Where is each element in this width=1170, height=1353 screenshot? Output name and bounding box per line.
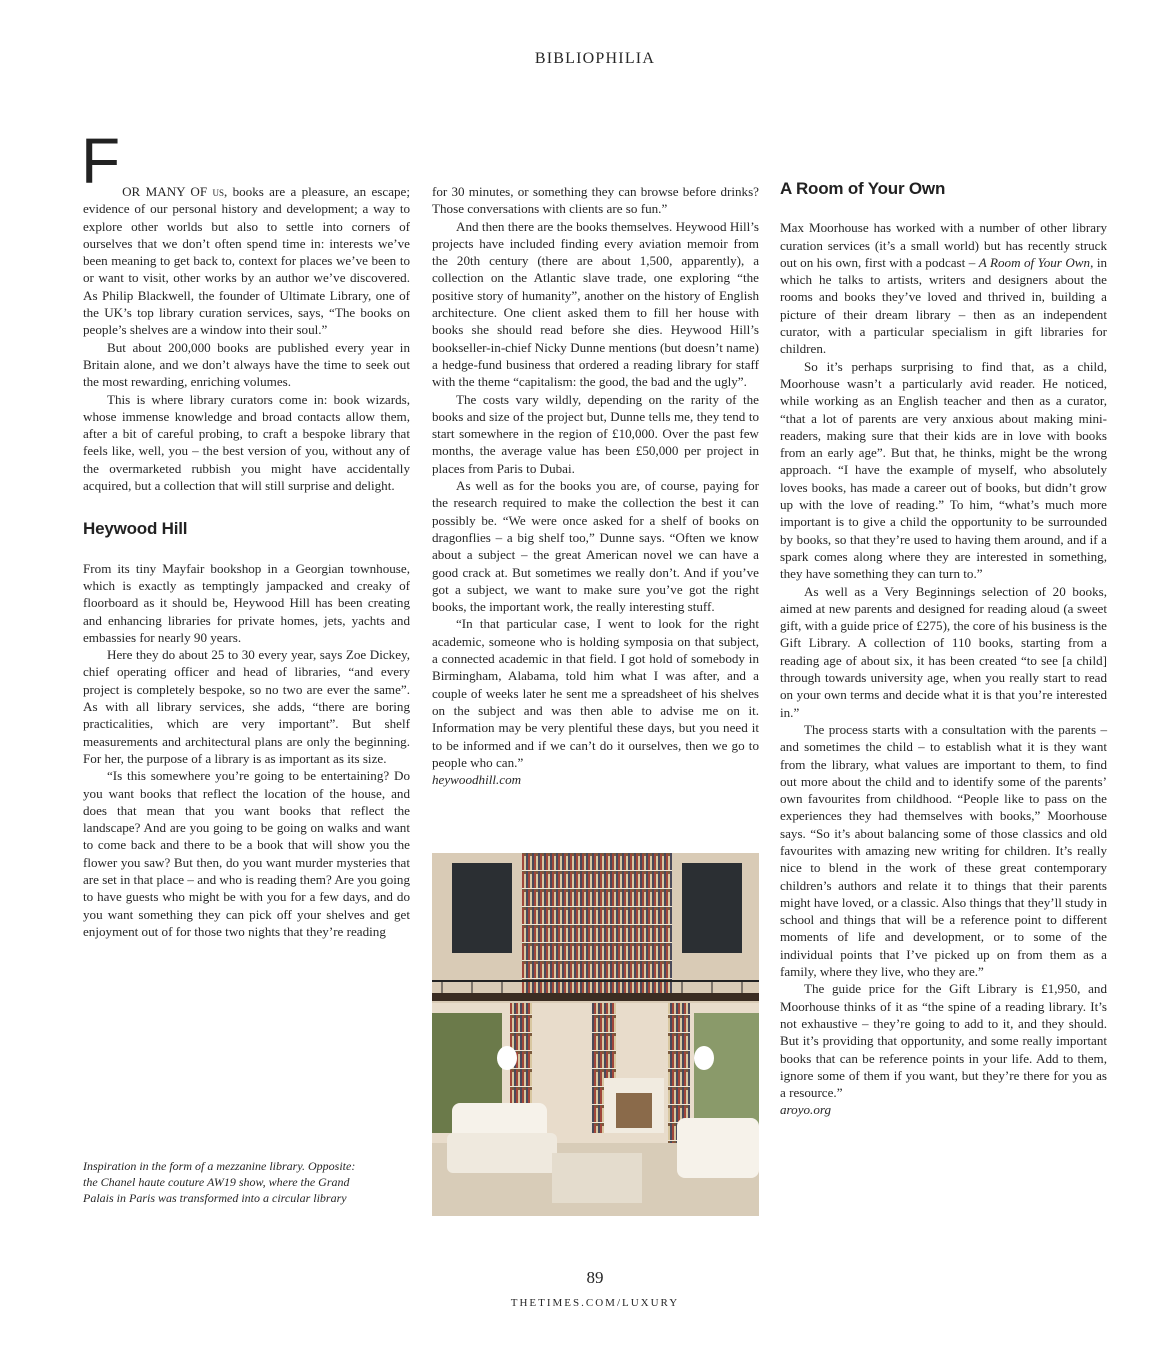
paragraph: And then there are the books themselves. Heywood Hill’s projects have included finding every aviation memoir from the 20th century (there are about 1,500, apparently), a collection on the Atlantic slave trade, one exploring “the positive story of humanity”, another on the history of English architecture. One client asked them to fill her house with books she should read before she dies. Heywood Hill’s bookseller-in-chief Nicky Dunne mentions (but doesn’t name) a hedge-fund business that ordered a reading library for staff with the theme “capitalism: the good, the bad and the ugly”. bbox=[432, 218, 759, 390]
paragraph: So it’s perhaps surprising to find that, as a child, Moorhouse wasn’t a particularly avid reader. He noticed, while working as an English teacher and then as a curator, “that a lot of parents are very anxious about making mini-readers, making sure that their kids are in love with books from an early age”. But that, he thinks, might be the wrong approach. “I have the example of myself, who absolutely loves books, has made a career out of books, but didn’t grow up with the love of reading.” To him, “what’s much more important is to give a child the opportunity to be surrounded by books, so that they’re used to having them around, and if a spark comes along where they are interested in something, they have something they can turn to.” bbox=[780, 358, 1107, 582]
photo-caption: Inspiration in the form of a mezzanine library. Opposite: the Chanel haute couture AW19 show, where the Grand Palais in Paris was transformed into a circular library bbox=[83, 1159, 356, 1205]
paragraph: This is where library curators come in: book wizards, whose immense knowledge and broad contacts allow them, after a bit of careful probing, to craft a bespoke library that feels like, well, you – the best version of you, without any of the overmarketed rubbish you might have accidentally acquired, but a collection that will still surprise and delight. bbox=[83, 391, 410, 494]
paragraph-text: Max Moorhouse has worked with a number of other library curation services (it’s a small world) but has recently struck out on his own, first with a podcast – bbox=[780, 220, 1107, 270]
opening-paragraph bbox=[81, 125, 411, 339]
article-column-1 bbox=[81, 125, 411, 940]
paragraph: But about 200,000 books are published every year in Britain alone, and we don’t always have the time to seek out the most rewarding, enriching volumes. bbox=[83, 339, 410, 390]
paragraph: The process starts with a consultation with the parents – and sometimes the child – to establish what it is they want from the library, what values are important to them, to find out more about the child and to identify some of the parents’ own favourites from childhood. “People like to pass on the experiences they had themselves with books,” Moorhouse says. “So it’s about balancing some of those classics and old favourites with amazing new writing for children. It’s really nice to blend in the work of these great contemporary children’s authors and relate it to things that their parents might have loved, or a classic. Also things that they’ll study in school and things that will be a reference point to different moments of life and development, or to some of the individual points that I’ve picked up on from them as a family, where they live, who they are.” bbox=[780, 721, 1107, 980]
subheading-heywood-hill: Heywood Hill bbox=[83, 519, 188, 539]
paragraph bbox=[780, 219, 1107, 357]
mezzanine-library-photo bbox=[432, 853, 759, 1216]
paragraph-text: , in which he talks to artists, writers and designers about the rooms and books they’ve loved and thrived in, building a picture of their dream library – then as an independent curator, with a particular specialism in gift libraries for children. bbox=[780, 254, 1108, 357]
subheading-room-of-your-own: A Room of Your Own bbox=[780, 179, 946, 198]
paragraph: for 30 minutes, or something they can browse before drinks? Those conversations with clients are so fun.” bbox=[432, 184, 759, 217]
drop-cap: F bbox=[81, 125, 121, 197]
page-number: 89 bbox=[586, 1268, 604, 1287]
lead-in: OR MANY OF us bbox=[122, 184, 224, 199]
library-illustration bbox=[432, 853, 759, 1216]
paragraph: The costs vary wildly, depending on the rarity of the books and size of the project but, Dunne tells me, they tend to start somewhere in the region of £10,000. Over the past few months, the average value has been £50,000 per project in places from Paris to Dubai. bbox=[432, 391, 759, 476]
paragraph-text: , books are a pleasure, an escape; evidence of our personal history and development; a way to explore other worlds but also to settle into corners of ourselves that we don’t often spend time in: interests we’ve been meaning to get back to, context for places we’ve been to or want to visit, other works by an author we’ve discovered. As Philip Blackwell, the founder of Ultimate Library, one of the UK’s top library curation services, says, “The books on people’s shelves are a window into their soul.” bbox=[83, 184, 411, 338]
paragraph: As well as a Very Beginnings selection of 20 books, aimed at new parents and designed for reading aloud (a sweet gift, with a guide price of £275), the core of his business is the Gift Library. A collection of 110 books, starting from a reading age of about six, it has been created “to see [a child] through towards university age, when you really start to read on your own terms and decide what it is that you’re interested in.” bbox=[780, 583, 1107, 720]
website-link-heywoodhill[interactable]: heywoodhill.com bbox=[432, 772, 522, 788]
paragraph: As well as for the books you are, of course, paying for the research required to make the collection the best it can possibly be. “We were once asked for a shelf of books on dragonflies – a big shelf too,” Dunne says. “Often we know about a subject – the great American novel we can have a good crack at. But sometimes we really don’t. And if you’ve got a subject, we want to make sure you’ve got the right books, the important work, the really interesting stuff. bbox=[432, 478, 759, 615]
podcast-title: A Room of Your Own bbox=[978, 254, 1091, 270]
paragraph: From its tiny Mayfair bookshop in a Georgian townhouse, which is exactly as temptingly jampacked and creaky of floorboard as it should be, Heywood Hill has been creating and enhancing libraries for private homes, jets, yachts and embassies for nearly 90 years. bbox=[83, 560, 410, 645]
paragraph: “In that particular case, I went to look for the right academic, someone who is holding symposia on that subject, a connected academic in that field. I got hold of somebody in Birmingham, Alabama, told him what I was after, and a couple of weeks later he sent me a spreadsheet of his shelves on the subject and was then able to advise me on it. Information may be very plentiful these days, but you need it to be informed and if we can’t do it ourselves, then we go to people who can.” bbox=[432, 616, 759, 770]
article-column-3 bbox=[780, 180, 1107, 1119]
paragraph: The guide price for the Gift Library is £1,950, and Moorhouse thinks of it as “the spine of a reading library. It’s not exhaustive – they’re going to add to it, and they should. But it’s providing that opportunity, and some really important books that can be reference points in your life. Add to them, ignore some of them if you want, but they’re there for you as a resource.” bbox=[780, 981, 1107, 1101]
website-link-aroyo[interactable]: aroyo.org bbox=[780, 1102, 832, 1118]
paragraph: Here they do about 25 to 30 every year, says Zoe Dickey, chief operating officer and head of libraries, “and every project is completely bespoke, so no two are ever the same”. As with all library services, she adds, “there are boring practicalities, which are very important”. But shelf measurements and architectural plans are only the beginning. For her, the purpose of a library is as important as its size. bbox=[83, 647, 410, 766]
section-title: BIBLIOPHILIA bbox=[534, 50, 656, 67]
paragraph: “Is this somewhere you’re going to be entertaining? Do you want books that reflect the location of the house, and does that mean that you want books that reflect the landscape? And are you going to be going on walks and want to come back and there to be a book that will show you the flower you saw? But then, do you want murder mysteries that are set in that place – and who is reading them? Are you going to have guests who might be with you for a few days, and do you want something they can pick off your shelves and get enjoyment out of for those two nights that they’re reading bbox=[83, 768, 410, 939]
footer-website: THETIMES.COM/LUXURY bbox=[510, 1297, 680, 1309]
article-column-2 bbox=[432, 183, 759, 788]
